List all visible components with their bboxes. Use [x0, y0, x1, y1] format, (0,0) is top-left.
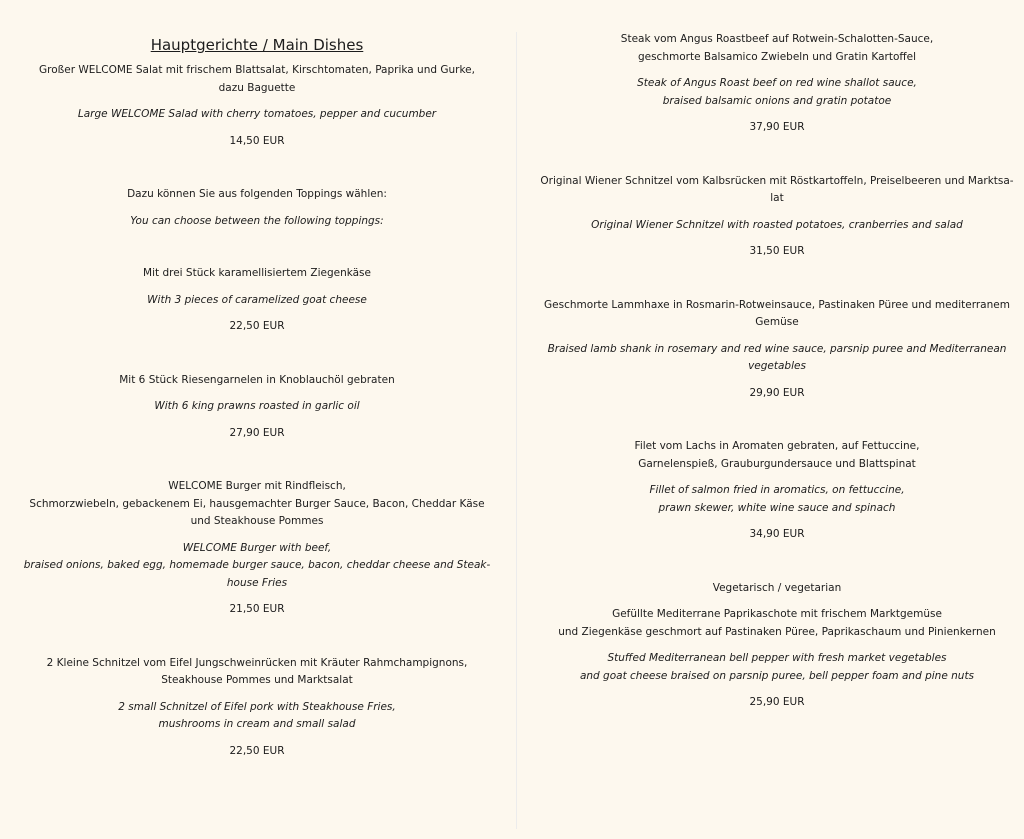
dish-name-de-line1: 2 Kleine Schnitzel vom Eifel Jungschweinrücken mit Kräuter Rahmchampignons, — [46, 656, 468, 669]
menu-item-schnitzel — [7, 655, 507, 761]
dish-name-en-line2: vegetables — [748, 360, 806, 372]
dish-name-de-line1: WELCOME Burger mit Rindfleisch, — [168, 480, 346, 492]
dish-name-en-line1: 2 small Schnitzel of Eifel pork with Steakhouse Fries, — [118, 700, 396, 713]
left-column — [7, 0, 507, 760]
dish-name-de: Mit 6 Stück Riesengarnelen in Knoblauchöl gebraten — [119, 373, 395, 386]
dish-price: 29,90 EUR — [749, 386, 805, 399]
dish-name-de-line1: Steak vom Angus Roastbeef auf Rotwein-Schalotten-Sauce, — [620, 33, 934, 45]
dish-name-de-line1: Filet vom Lachs in Aromaten gebraten, auf Fettuccine, — [634, 440, 920, 452]
menu-item-wiener-schnitzel — [527, 173, 1024, 261]
dish-name-de-line2: Garnelenspieß, Grauburgundersauce und Blattspinat — [638, 457, 916, 470]
dish-name-en-line1: WELCOME Burger with beef, — [182, 541, 332, 554]
dish-name-en: With 6 king prawns roasted in garlic oil — [154, 400, 360, 412]
dish-name-en-line2: prawn skewer, white wine sauce and spinach — [658, 501, 896, 514]
menu-item-goat-cheese — [7, 265, 507, 336]
dish-name-de-line2: lat — [770, 192, 784, 204]
dish-price: 22,50 EUR — [229, 320, 285, 332]
toppings-intro-de: Dazu können Sie aus folgenden Toppings wählen: — [127, 188, 387, 200]
dish-name-de-line1: Geschmorte Lammhaxe in Rosmarin-Rotweinsauce, Pastinaken Püree und mediterranem — [544, 298, 1010, 311]
dish-name-de-line2: Steakhouse Pommes und Marktsalat — [161, 674, 353, 686]
dish-name-en-line1: Stuffed Mediterranean bell pepper with fresh market vegetables — [607, 652, 947, 664]
dish-price: 37,90 EUR — [749, 121, 805, 133]
menu-item-steak — [527, 31, 1024, 137]
dish-name-de-line2: und Ziegenkäse geschmort auf Pastinaken Püree, Paprikaschaum und Pinienkernen — [558, 625, 996, 638]
right-column — [527, 0, 1024, 712]
dish-name-en-line1: Steak of Angus Roast beef on red wine shallot sauce, — [637, 77, 917, 89]
toppings-intro-en: You can choose between the following toppings: — [130, 214, 384, 227]
dish-name-de-line3: und Steakhouse Pommes — [190, 515, 324, 527]
menu-item-lamb — [527, 297, 1024, 403]
menu-item-burger — [7, 478, 507, 619]
dish-price: 34,90 EUR — [749, 528, 805, 540]
dish-name-de-line2: Schmorzwiebeln, gebackenem Ei, hausgemachter Burger Sauce, Bacon, Cheddar Käse — [29, 497, 485, 510]
dish-name-en: With 3 pieces of caramelized goat cheese — [147, 293, 367, 306]
dish-name-de: Mit drei Stück karamellisiertem Ziegenkäse — [143, 267, 371, 279]
dish-price: 27,90 EUR — [229, 426, 285, 439]
dish-name-en-line2: braised balsamic onions and gratin potatoe — [662, 94, 892, 107]
dish-name-en-line2: and goat cheese braised on parsnip puree, bell pepper foam and pine nuts — [579, 669, 975, 682]
dish-name-de: Großer WELCOME Salat mit frischem Blattsalat, Kirschtomaten, Paprika und Gurke, dazu Baguette — [39, 64, 475, 94]
menu-item-prawns — [7, 372, 507, 443]
menu-item-salad — [7, 62, 507, 150]
menu-item-bell-pepper — [527, 606, 1024, 712]
dish-name-de-line2: geschmorte Balsamico Zwiebeln und Gratin Kartoffel — [637, 50, 917, 63]
toppings-intro — [7, 186, 507, 230]
dish-name-de-line1: Gefüllte Mediterrane Paprikaschote mit frischem Marktgemüse — [612, 608, 942, 620]
menu-item-salmon — [527, 438, 1024, 544]
vegetarian-heading: Vegetarisch / vegetarian — [712, 581, 842, 594]
dish-price: 21,50 EUR — [229, 603, 285, 615]
dish-name-en-line2: mushrooms in cream and small salad — [158, 718, 356, 730]
dish-name-en: Original Wiener Schnitzel with roasted potatoes, cranberries and salad — [591, 218, 963, 231]
dish-price: 22,50 EUR — [229, 744, 285, 757]
dish-name-en: Large WELCOME Salad with cherry tomatoes, pepper and cucumber — [77, 108, 437, 120]
page-title: Hauptgerichte / Main Dishes — [150, 36, 364, 54]
dish-name-de-line1: Original Wiener Schnitzel vom Kalbsrücken mit Röstkartoffeln, Preiselbeeren und Marktsa- — [540, 174, 1014, 187]
dish-price: 25,90 EUR — [749, 696, 805, 708]
dish-name-en-line2: braised onions, baked egg, homemade burger sauce, bacon, cheddar cheese and Steak- — [23, 559, 491, 571]
dish-name-en-line1: Braised lamb shank in rosemary and red wine sauce, parsnip puree and Mediterranean — [547, 342, 1007, 355]
dish-price: 14,50 EUR — [229, 134, 285, 147]
dish-price: 31,50 EUR — [749, 245, 805, 257]
dish-name-en-line1: Fillet of salmon fried in aromatics, on fettuccine, — [649, 484, 905, 496]
dish-name-de-line2: Gemüse — [755, 316, 799, 328]
column-divider — [516, 32, 517, 829]
dish-name-en-line3: house Fries — [226, 576, 288, 589]
